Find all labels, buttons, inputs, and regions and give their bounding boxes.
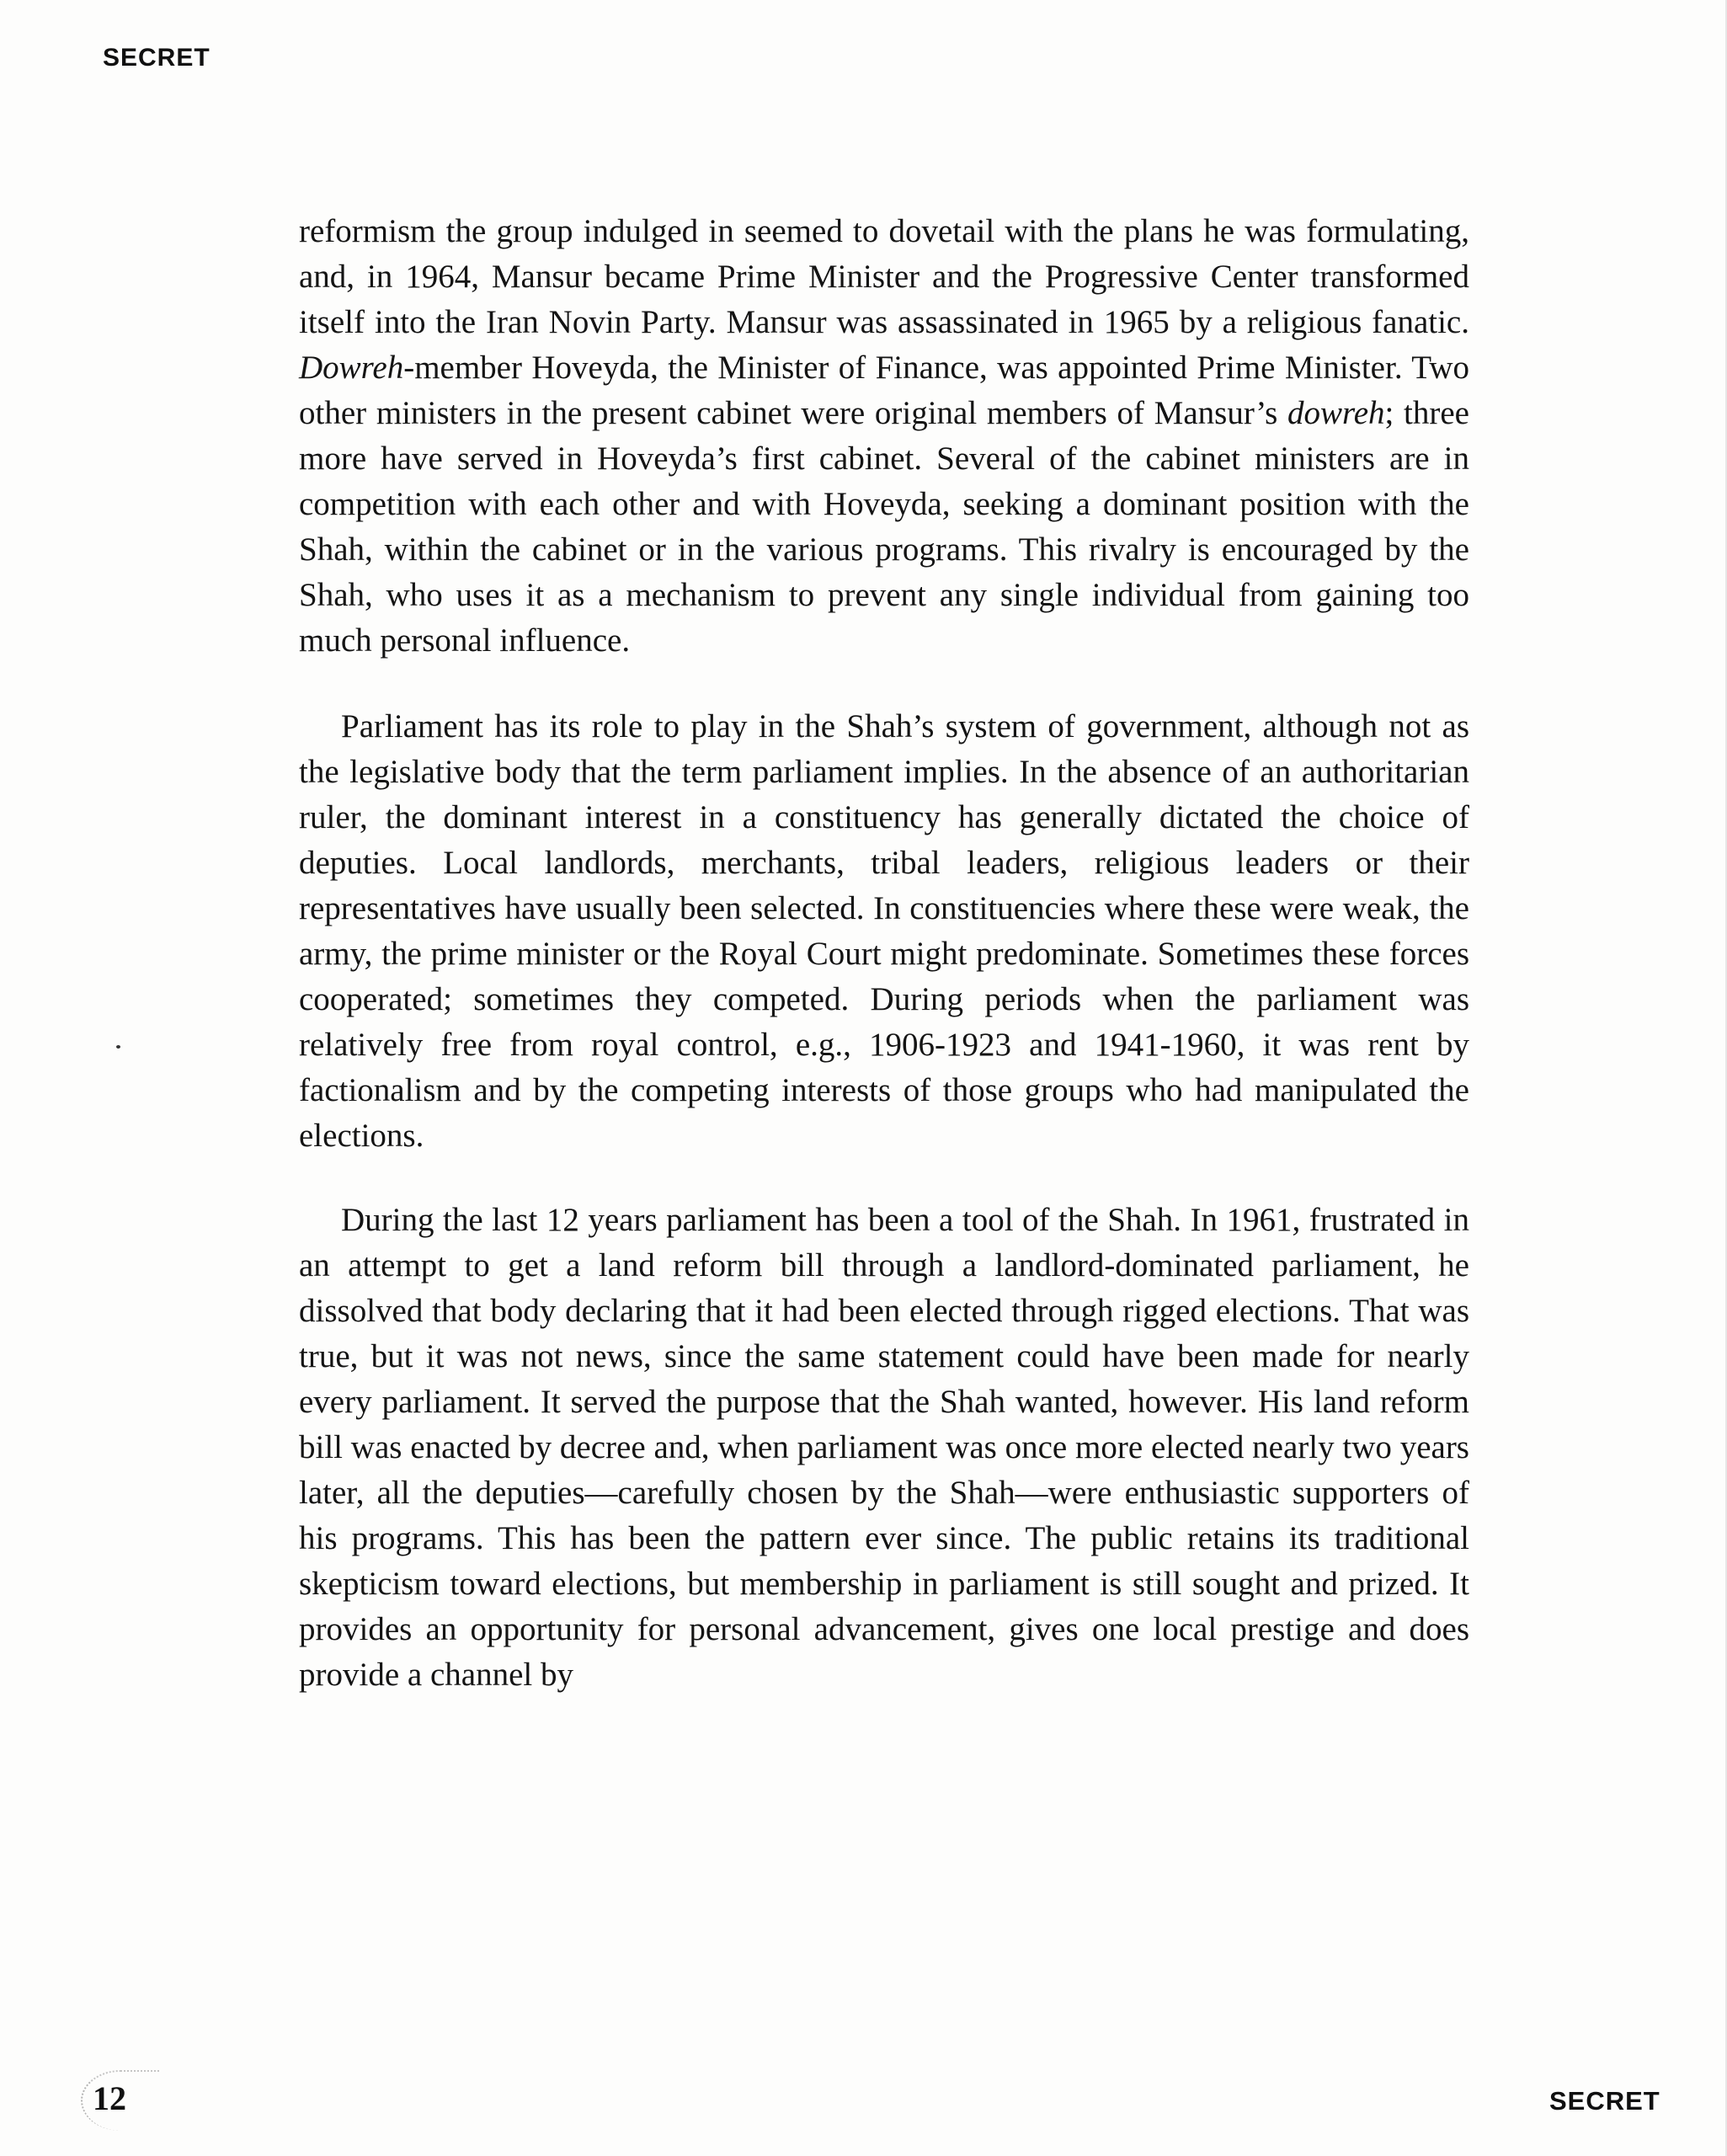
bottom-secret-classification: SECRET: [1549, 2086, 1660, 2116]
paragraph-1-text-part-1: reformism the group indulged in seemed to dovetail with the plans he was formulating, and, in 1964, Mansur became Prime Minister and the Progressive Center transformed itself into the Iran Novin Party. Mansur was assassinated in 1965 by a religious fanatic.: [299, 213, 1469, 340]
page-number: 12: [93, 2079, 126, 2117]
body-paragraph-2: Parliament has its role to play in the Shah’s system of government, although not as the legislative body that the term parliament implies. In the absence of an authoritarian ruler, the dominant interest in a constituency has generally dictated the choice of deputies. Local landlords, merchants, tribal leaders, religious leaders or their representatives have usually been selected. In constituencies where these were weak, the army, the prime minister or the Royal Court might predominate. Sometimes these forces cooperated; sometimes they competed. During periods when the parliament was relatively free from royal control, e.g., 1906-1923 and 1941-1960, it was rent by factionalism and by the competing interests of those groups who had manipulated the elections.: [299, 708, 1469, 1154]
paragraph-1-italic-dowreh: Dowreh: [299, 350, 404, 386]
paragraph-1-text-part-3: ; three more have served in Hoveyda’s first cabinet. Several of the cabinet ministers are in competition with each other and with Hoveyda, seeking a dominant position with the Shah, within the cabinet or in the various programs. This rivalry is encouraged by the Shah, who uses it as a mechanism to prevent any single individual from gaining too much personal influence.: [299, 395, 1469, 659]
paragraph-1-italic-dowreh-2: dowreh: [1287, 395, 1385, 431]
document-body: [299, 209, 1469, 1698]
top-secret-classification: SECRET: [103, 44, 211, 72]
body-paragraph-1: [299, 209, 1469, 664]
body-paragraph-3: During the last 12 years parliament has been a tool of the Shah. In 1961, frustrated in an attempt to get a land reform bill through a landlord-dominated parliament, he dissolved that body declaring that it had been elected through rigged elections. That was true, but it was not news, since the same statement could have been made for nearly every parliament. It served the purpose that the Shah wanted, however. His land reform bill was enacted by decree and, when parliament was once more elected nearly two years later, all the deputies—carefully chosen by the Shah—were enthusiastic supporters of his programs. This has been the pattern ever since. The public retains its traditional skepticism toward elections, but membership in parliament is still sought and prized. It provides an opportunity for personal advancement, gives one local prestige and does provide a channel by: [299, 1202, 1469, 1693]
paragraph-1-text-part-2: -member Hoveyda, the Minister of Finance, was appointed Prime Minister. Two other ministers in the present cabinet were original members of Mansur’s: [299, 350, 1469, 431]
stray-scan-mark: [116, 1045, 120, 1049]
